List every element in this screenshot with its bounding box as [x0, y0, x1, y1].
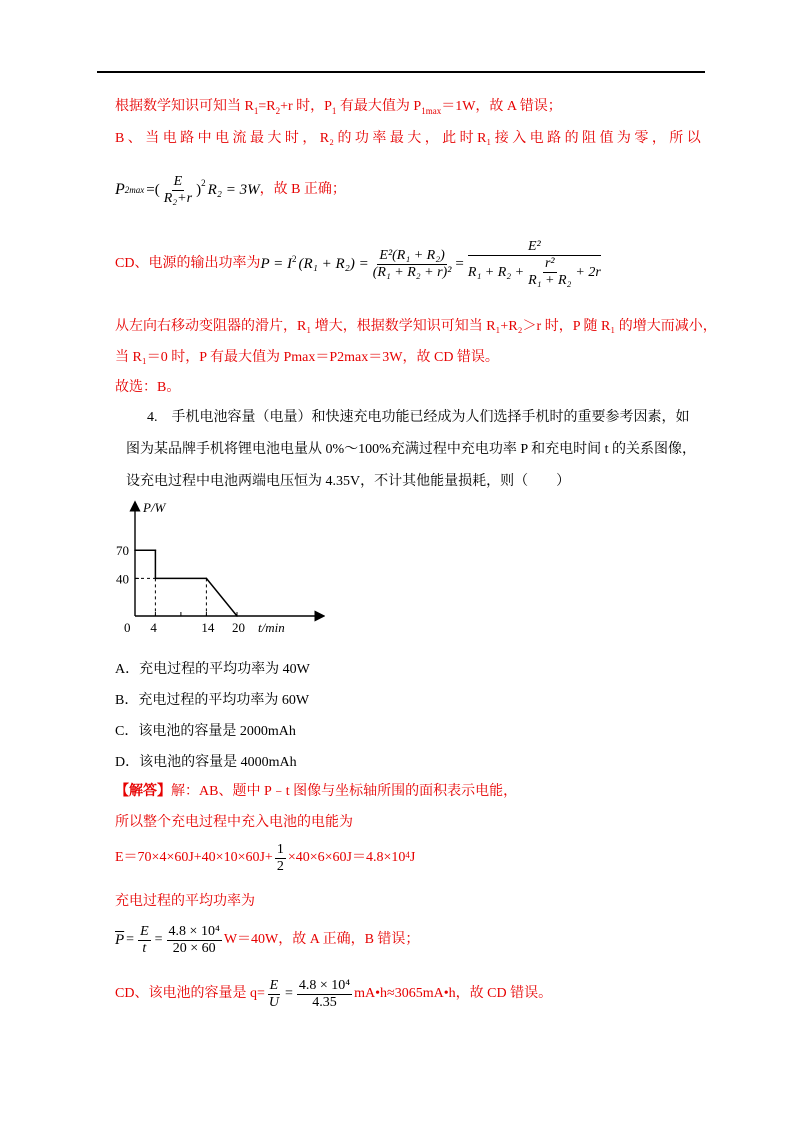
answer-line-2: 所以整个充电过程中充入电池的电能为 — [115, 815, 353, 830]
solution-line-2-char: 率 — [372, 131, 387, 146]
solution-line-3: P 2max =( $\frac{E}{\text{R₂+r}}$ ) $^2$ R₂ = 3W ，故 B 正确； — [115, 173, 346, 206]
solution-line-1: 根据数学知识可知当 $R_1=R_2+r$ 时，$P_1$ 有最大值为 $P_{1max}=1W$，故 A 错误； — [115, 99, 562, 116]
header-rule — [97, 71, 705, 73]
solution-line-2-char: 路 — [547, 131, 562, 146]
solution-line-2-char: 流 — [232, 131, 247, 146]
chart-ylabel: P/W — [143, 500, 166, 515]
fraction-e-over-u: $\frac{E}{U}$ — [268, 977, 279, 1010]
x-tick-label: 4 — [150, 620, 157, 635]
solution-line-2-char: 的 — [564, 131, 579, 146]
solution-line-2-char: 中 — [197, 131, 212, 146]
solution-line-2-char: 接 — [494, 131, 509, 146]
x-tick-label: 0 — [124, 620, 131, 635]
solution-line-2-char: 阻 — [582, 131, 597, 146]
solution-line-4: CD、电源的输出功率为 P = I $^2$ (R₁ + R₂) = $\frac{\text{E²(R₁ + R₂)}}{\text{(R₁ + R₂ + r)²}}$ = E² R₁ + R₂ + $\frac{\text{r²}}{\text{R₁ + R₂}}$ + 2r — [115, 239, 601, 288]
answer-line-3: E＝70×4×60J+40×10×60J+ $\frac{1}{2}$ ×40×6×60J＝4.8×10 $^4$ J — [115, 841, 416, 874]
answer-line-6: CD、该电池的容量是 q= $\frac{E}{U}$ = $\frac{\text{4.8 × 10⁴}}{4.35}$ mA•h≈3065mA•h，故 CD 错误。 — [115, 977, 553, 1010]
option-a: A．充电过程的平均功率为 40W — [115, 662, 310, 677]
fraction-e-over-t: $\frac{E}{t}$ — [140, 923, 149, 956]
question-4-line-1: 4. 手机电池容量（电量）和快速充电功能已经成为人们选择手机时的重要参考因素，如 — [147, 410, 690, 425]
solution-line-2-char: 入 — [512, 131, 527, 146]
fraction-output-power-simplified: E² R₁ + R₂ + $\frac{\text{r²}}{\text{R₁ + R₂}}$ + 2r — [467, 239, 601, 288]
fraction-output-power: $\frac{\text{E²(R₁ + R₂)}}{\text{(R₁ + R₂ + r)²}}$ — [372, 247, 452, 280]
answer-line-5: $\overline{P}$ = $\frac{E}{t}$ = $\frac{\text{4.8 × 10⁴}}{20 \times 60}$ W＝40W，故 A 正确，B 错误； — [115, 923, 420, 956]
solution-line-2-char: 功 — [354, 131, 369, 146]
question-4-line-3: 设充电过程中电池两端电压恒为 4.35V，不计其他能量损耗，则（ ） — [126, 474, 571, 489]
series-line — [135, 550, 237, 616]
solution-line-2-char: 路 — [180, 131, 195, 146]
option-d: D．该电池的容量是 4000mAh — [115, 755, 297, 770]
solution-line-2-char: ， — [651, 131, 666, 146]
solution-line-2-char: 大 — [267, 131, 282, 146]
solution-line-2-char: 时 — [284, 131, 299, 146]
answer-line-1: 【解答】解：AB、题中 P﹣t 图像与坐标轴所围的面积表示电能， — [115, 784, 518, 799]
fraction-energy-over-time: $\frac{\text{4.8 × 10⁴}}{20 \times 60}$ — [168, 923, 220, 956]
solution-line-2-char: 为 — [616, 131, 631, 146]
option-c: C．该电池的容量是 2000mAh — [115, 724, 296, 739]
solution-line-2-char: B — [115, 131, 125, 146]
power-time-chart — [110, 498, 325, 638]
solution-line-2-char: R₁ — [477, 131, 492, 146]
solution-line-7: 故选：B。 — [115, 380, 181, 395]
solution-line-2-char: R₂ — [319, 131, 334, 146]
solution-line-2-char: 以 — [686, 131, 701, 146]
solution-line-2-char: 值 — [599, 131, 614, 146]
solution-line-2-char: 时 — [459, 131, 474, 146]
solution-line-2-char: 电 — [215, 131, 230, 146]
solution-line-2-char: 、 — [127, 131, 142, 146]
solution-line-6: 当 R₁＝0 时，P 有最大值为 Pmax＝P2max＝3W，故 CD 错误。 — [115, 350, 499, 365]
solution-line-2-char: 电 — [162, 131, 177, 146]
solution-line-2-char: 当 — [145, 131, 160, 146]
solution-line-2-char: 的 — [337, 131, 352, 146]
solution-line-2-char: 最 — [389, 131, 404, 146]
answer-tag: 【解答】 — [115, 784, 171, 799]
solution-line-2-char: 零 — [634, 131, 649, 146]
solution-line-2-char: ， — [424, 131, 439, 146]
solution-line-5: 从左向右移动变阻器的滑片，R₁ 增大，根据数学知识可知当 R₁+R₂＞r 时，P 随 R₁ 的增大而减小， — [115, 319, 717, 334]
question-4-line-2: 图为某品牌手机将锂电池电量从 0%～100%充满过程中充电功率 P 和充电时间 t 的关系图像， — [126, 442, 696, 457]
chart-xlabel: t/min — [258, 620, 285, 635]
solution-line-2-char: ， — [302, 131, 317, 146]
fraction-energy-over-voltage: $\frac{\text{4.8 × 10⁴}}{4.35}$ — [298, 977, 351, 1010]
solution-line-2 — [115, 130, 701, 148]
solution-line-2-char: 电 — [529, 131, 544, 146]
y-tick-label: 40 — [116, 571, 129, 587]
solution-line-2-char: 所 — [669, 131, 684, 146]
x-tick-label: 14 — [201, 620, 215, 635]
y-tick-label: 70 — [116, 543, 129, 559]
fraction-e-over-r2r: $\frac{E}{\text{R₂+r}}$ — [163, 173, 193, 206]
data-point — [155, 549, 157, 551]
solution-line-2-char: 大 — [407, 131, 422, 146]
fraction-one-half: $\frac{1}{2}$ — [276, 841, 284, 874]
solution-line-2-char: 最 — [249, 131, 264, 146]
answer-line-4: 充电过程的平均功率为 — [115, 894, 255, 909]
option-b: B．充电过程的平均功率为 60W — [115, 693, 310, 708]
x-tick-label: 20 — [232, 620, 245, 635]
solution-line-2-char: 此 — [442, 131, 457, 146]
